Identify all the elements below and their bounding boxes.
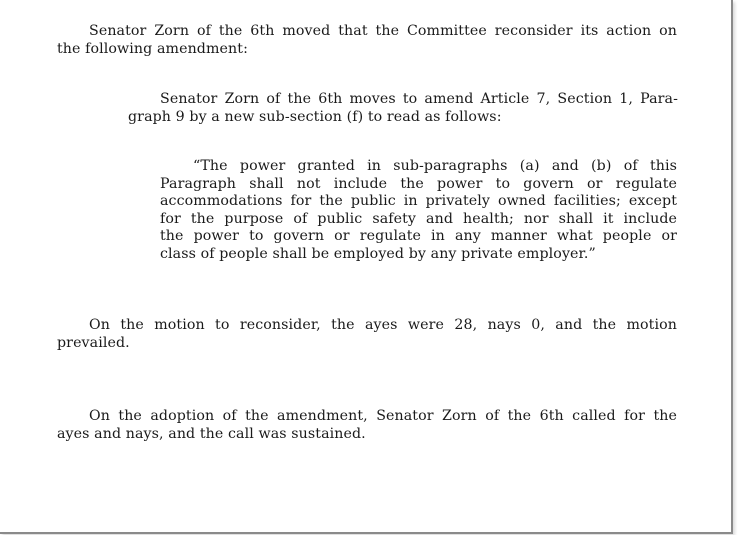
text-line: Senator Zorn of the 6th moves to amend Article 7, Section 1, Para- (160, 91, 678, 107)
text-line: the following amendment: (57, 40, 248, 57)
motion-to-reconsider-paragraph (57, 23, 677, 58)
adoption-paragraph (57, 408, 677, 443)
amendment-paragraph (128, 91, 678, 126)
text-line: for the purpose of public safety and health; nor shall it include (160, 210, 677, 227)
text-line: Paragraph shall not include the power to govern or regulate (160, 175, 677, 192)
text-line: class of people shall be employed by any private employer.” (160, 245, 596, 262)
text-line: On the adoption of the amendment, Senator Zorn of the 6th called for the (89, 408, 677, 424)
text-line: accommodations for the public in privately owned facilities; except (160, 193, 677, 209)
quoted-amendment-text (160, 158, 677, 263)
text-line: “The power granted in sub-paragraphs (a) and (b) of this (193, 158, 677, 174)
text-line: Senator Zorn of the 6th moved that the Committee reconsider its action on (89, 23, 677, 39)
reconsider-vote-result (57, 317, 677, 352)
text-line: On the motion to reconsider, the ayes were 28, nays 0, and the motion (89, 317, 677, 333)
text-line: graph 9 by a new sub-section (f) to read as follows: (128, 108, 502, 125)
text-line: ayes and nays, and the call was sustained. (57, 425, 366, 442)
text-line: prevailed. (57, 334, 130, 351)
text-line: the power to govern or regulate in any manner what people or (160, 228, 677, 244)
